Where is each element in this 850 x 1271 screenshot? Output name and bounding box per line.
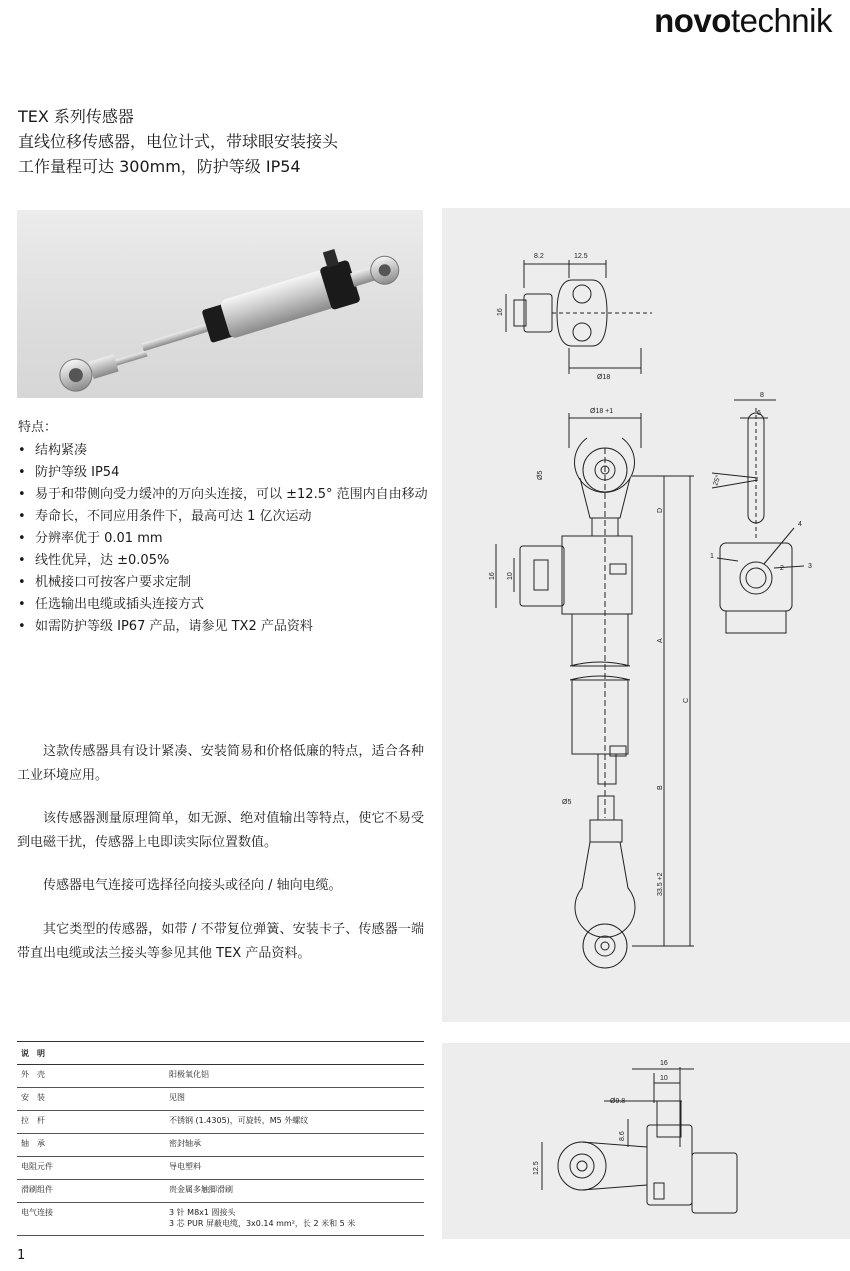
- spec-value: 导电塑料: [165, 1157, 424, 1180]
- feature-item: • 任选输出电缆或插头连接方式: [18, 594, 428, 616]
- spec-key: 轴 承: [17, 1134, 165, 1157]
- table-row: [17, 1111, 424, 1134]
- table-row: [17, 1088, 424, 1111]
- sensor-illustration: [17, 210, 423, 398]
- dim-label: 8: [760, 392, 764, 399]
- dim-label: 16: [660, 1060, 668, 1067]
- brand-light: technik: [730, 2, 832, 39]
- brand-logo: [654, 2, 832, 40]
- dim-label: 33.5 +2: [657, 872, 664, 896]
- spec-table: [17, 1041, 424, 1236]
- dim-label: Ø9.8: [610, 1098, 626, 1105]
- dim-label: 16: [497, 308, 504, 316]
- dim-label: Ø18: [597, 374, 611, 381]
- spec-value: 密封轴承: [165, 1134, 424, 1157]
- title-line-3: 工作量程可达 300mm，防护等级 IP54: [18, 157, 301, 176]
- spec-value: 3 芯 PUR 屏蔽电缆，3x0.14 mm²，长 2 米和 5 米: [169, 1219, 356, 1228]
- callout-label: 1: [710, 553, 714, 560]
- spec-value-group: [165, 1203, 424, 1236]
- spec-value: 贵金属多触脚滑刷: [165, 1180, 424, 1203]
- spec-value: 阳极氧化铝: [165, 1065, 424, 1088]
- spec-value: 不锈钢 (1.4305)，可旋转，M5 外螺纹: [165, 1111, 424, 1134]
- table-row: [17, 1203, 424, 1236]
- table-row: [17, 1157, 424, 1180]
- callout-label: 3: [808, 563, 812, 570]
- feature-item: • 分辨率优于 0.01 mm: [18, 528, 428, 550]
- axial-drawing-panel: [442, 1043, 850, 1239]
- callout-label: 4: [798, 521, 802, 528]
- feature-item: • 寿命长，不同应用条件下，最高可达 1 亿次运动: [18, 506, 428, 528]
- dim-label: 8.6: [619, 1131, 626, 1141]
- spec-value: 3 针 M8x1 圆接头: [169, 1208, 236, 1217]
- description-paragraph: 这款传感器具有设计紧凑、安装简易和价格低廉的特点，适合各种工业环境应用。: [17, 744, 424, 783]
- feature-item: • 结构紧凑: [18, 440, 428, 462]
- dim-label: A: [657, 638, 664, 643]
- feature-item: • 线性优异，达 ±0.05%: [18, 550, 428, 572]
- table-row: [17, 1065, 424, 1088]
- page-number: 1: [17, 1248, 26, 1263]
- dim-label: 6: [757, 410, 761, 417]
- callout-label: 2: [780, 565, 784, 572]
- dim-label: 12.5: [533, 1161, 540, 1175]
- feature-item: • 如需防护等级 IP67 产品，请参见 TX2 产品资料: [18, 616, 428, 638]
- dim-label: 16: [489, 572, 496, 580]
- description-paragraph: 该传感器测量原理简单，如无源、绝对值输出等特点，使它不易受到电磁干扰，传感器上电即读实际位置数值。: [17, 811, 424, 850]
- dimension-drawing: [442, 208, 850, 1022]
- dim-label: 25°: [712, 474, 723, 487]
- table-row: [17, 1180, 424, 1203]
- description-paragraph: 传感器电气连接可选择径向接头或径向 / 轴向电缆。: [43, 878, 342, 893]
- spec-key: 安 装: [17, 1088, 165, 1111]
- product-photo: [17, 210, 423, 398]
- title-line-1: TEX 系列传感器: [18, 107, 134, 126]
- spec-value: 见图: [165, 1088, 424, 1111]
- spec-key: 外 壳: [17, 1065, 165, 1088]
- dim-label: 12.5: [574, 253, 588, 260]
- spec-key: 电气连接: [17, 1203, 165, 1236]
- description-paragraph: 其它类型的传感器，如带 / 不带复位弹簧、安装卡子、传感器一端带直出电缆或法兰接头等参见其他 TEX 产品资料。: [17, 922, 424, 961]
- axial-dimension-drawing: [442, 1043, 850, 1239]
- dim-label: C: [683, 697, 690, 703]
- features-heading: 特点：: [18, 420, 58, 435]
- feature-item: • 防护等级 IP54: [18, 462, 428, 484]
- title-line-2: 直线位移传感器，电位计式，带球眼安装接头: [18, 132, 339, 151]
- table-row: [17, 1134, 424, 1157]
- dim-label: 10: [660, 1075, 668, 1082]
- dim-label: Ø18 +1: [590, 408, 614, 415]
- feature-item: • 机械接口可按客户要求定制: [18, 572, 428, 594]
- dim-label: 8.2: [534, 253, 544, 260]
- feature-item: • 易于和带侧向受力缓冲的万向头连接，可以 ±12.5° 范围内自由移动: [18, 484, 428, 506]
- dim-label: Ø5: [537, 470, 544, 480]
- dim-label: Ø5: [562, 799, 572, 806]
- page-title: [18, 104, 338, 179]
- spec-key: 拉 杆: [17, 1111, 165, 1134]
- dim-label: D: [657, 507, 664, 513]
- dim-label: B: [657, 785, 664, 790]
- spec-key: 电阻元件: [17, 1157, 165, 1180]
- spec-key: 滑刷组件: [17, 1180, 165, 1203]
- dim-label: 10: [507, 572, 514, 580]
- dimension-drawing-panel: [442, 208, 850, 1022]
- spec-table-header: 说 明: [17, 1042, 424, 1065]
- features-list: [18, 440, 428, 638]
- brand-bold: novo: [654, 2, 731, 39]
